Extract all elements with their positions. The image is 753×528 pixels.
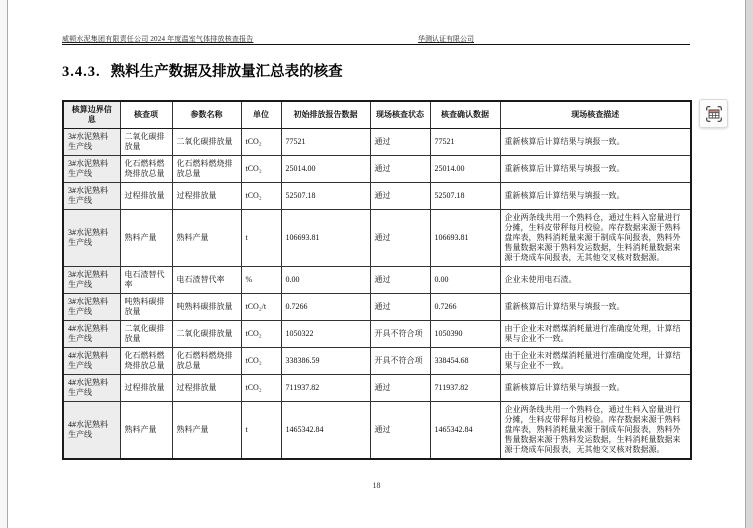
cell-parameter: 吨熟料碳排放量	[172, 294, 241, 321]
cell-check-item: 吨熟料碳排放量	[120, 294, 172, 321]
cell-check-item: 过程排放量	[120, 183, 172, 210]
cell-check-item: 熟料产量	[120, 402, 172, 460]
cell-description: 重新核算后计算结果与填报一致。	[500, 183, 691, 210]
verification-table	[62, 100, 692, 460]
cell-status: 通过	[370, 267, 430, 294]
column-header-unit: 单位	[241, 101, 281, 129]
cell-description: 企业两条线共用一个熟料仓，通过生料入窑量进行分摊，生料皮带秤每月校验。库存数据来源于熟料盘库表，熟料消耗量来源于制成车间报表，熟料外售量数据来源于熟料发运数据，生料消耗量数据来源于烧成车间报表，无其他交叉核对数据源。	[500, 402, 691, 460]
cell-check-item: 过程排放量	[120, 375, 172, 402]
cell-confirmed-value: 1050390	[430, 321, 500, 348]
cell-unit: t	[241, 402, 281, 460]
cell-confirmed-value: 1465342.84	[430, 402, 500, 460]
table-row	[63, 294, 691, 321]
column-header-initial-value: 初始排放报告数据	[281, 101, 370, 129]
cell-confirmed-value: 0.00	[430, 267, 500, 294]
cell-parameter: 熟料产量	[172, 402, 241, 460]
cell-description: 企业两条线共用一个熟料仓，通过生料入窑量进行分摊，生料皮带秤每月校验。库存数据来源于熟料盘库表，熟料消耗量来源于制成车间报表，熟料外售量数据来源于熟料发运数据，生料消耗量数据来源于烧成车间报表，无其他交叉核对数据源。	[500, 210, 691, 267]
cell-initial-value: 1465342.84	[281, 402, 370, 460]
column-header-confirmed-value: 核查确认数据	[430, 101, 500, 129]
cell-status: 通过	[370, 375, 430, 402]
cell-unit: tCO₂	[241, 156, 281, 183]
cell-boundary: 3#水泥熟料生产线	[63, 156, 120, 183]
cell-parameter: 二氧化碳排放量	[172, 129, 241, 156]
cell-description: 重新核算后计算结果与填报一致。	[500, 156, 691, 183]
cell-status: 通过	[370, 183, 430, 210]
cell-description: 由于企业未对燃煤消耗量进行准确度处理，计算结果与企业不一致。	[500, 321, 691, 348]
cell-unit: tCO₂	[241, 375, 281, 402]
cell-description: 企业未使用电石渣。	[500, 267, 691, 294]
cell-parameter: 化石燃料燃烧排放总量	[172, 156, 241, 183]
section-title	[62, 60, 343, 81]
cell-description: 重新核算后计算结果与填报一致。	[500, 375, 691, 402]
cell-initial-value: 77521	[281, 129, 370, 156]
cell-confirmed-value: 77521	[430, 129, 500, 156]
cell-initial-value: 711937.82	[281, 375, 370, 402]
cell-status: 通过	[370, 294, 430, 321]
cell-parameter: 二氧化碳排放量	[172, 321, 241, 348]
table-row	[63, 156, 691, 183]
cell-check-item: 熟料产量	[120, 210, 172, 267]
table-row	[63, 267, 691, 294]
cell-status: 通过	[370, 210, 430, 267]
cell-initial-value: 338386.59	[281, 348, 370, 375]
column-header-parameter: 参数名称	[172, 101, 241, 129]
column-header-description: 现场核查描述	[500, 101, 691, 129]
cell-unit: tCO₂/t	[241, 294, 281, 321]
cell-initial-value: 0.00	[281, 267, 370, 294]
cell-boundary: 4#水泥熟料生产线	[63, 402, 120, 460]
cell-description: 重新核算后计算结果与填报一致。	[500, 129, 691, 156]
cell-confirmed-value: 0.7266	[430, 294, 500, 321]
page-left-edge	[0, 0, 8, 528]
table-row	[63, 183, 691, 210]
cell-status: 开具不符合项	[370, 321, 430, 348]
cell-check-item: 二氧化碳排放量	[120, 129, 172, 156]
cell-unit: tCO₂	[241, 183, 281, 210]
table-row	[63, 129, 691, 156]
cell-boundary: 3#水泥熟料生产线	[63, 183, 120, 210]
cell-status: 开具不符合项	[370, 348, 430, 375]
cell-unit: tCO₂	[241, 321, 281, 348]
cell-initial-value: 106693.81	[281, 210, 370, 267]
table-extract-icon	[703, 103, 725, 125]
cell-parameter: 过程排放量	[172, 183, 241, 210]
cell-status: 通过	[370, 156, 430, 183]
running-header-left: 威顿水泥集团有限责任公司 2024 年度温室气体排放核查报告	[62, 35, 254, 43]
cell-boundary: 4#水泥熟料生产线	[63, 321, 120, 348]
cell-confirmed-value: 52507.18	[430, 183, 500, 210]
table-row	[63, 321, 691, 348]
section-number: 3.4.3.	[62, 64, 101, 80]
cell-parameter: 化石燃料燃烧排放总量	[172, 348, 241, 375]
cell-boundary: 4#水泥熟料生产线	[63, 375, 120, 402]
cell-boundary: 3#水泥熟料生产线	[63, 129, 120, 156]
column-header-status: 现场核查状态	[370, 101, 430, 129]
table-row	[63, 348, 691, 375]
cell-check-item: 电石渣替代率	[120, 267, 172, 294]
cell-parameter: 熟料产量	[172, 210, 241, 267]
cell-confirmed-value: 338454.68	[430, 348, 500, 375]
page-right-edge	[745, 0, 753, 528]
cell-description: 重新核算后计算结果与填报一致。	[500, 294, 691, 321]
section-title-text: 熟料生产数据及排放量汇总表的核查	[110, 64, 343, 80]
cell-parameter: 电石渣替代率	[172, 267, 241, 294]
cell-description: 由于企业未对燃煤消耗量进行准确度处理，计算结果与企业不一致。	[500, 348, 691, 375]
cell-initial-value: 1050322	[281, 321, 370, 348]
table-header-row	[63, 101, 691, 129]
cell-unit: tCO₂	[241, 348, 281, 375]
cell-initial-value: 0.7266	[281, 294, 370, 321]
table-row	[63, 375, 691, 402]
table-body	[63, 129, 691, 460]
cell-boundary: 3#水泥熟料生产线	[63, 210, 120, 267]
cell-initial-value: 25014.00	[281, 156, 370, 183]
column-header-boundary: 核算边界信息	[63, 101, 120, 129]
cell-check-item: 化石燃料燃烧排放总量	[120, 348, 172, 375]
cell-status: 通过	[370, 129, 430, 156]
cell-confirmed-value: 25014.00	[430, 156, 500, 183]
header-rule	[62, 44, 690, 45]
cell-confirmed-value: 106693.81	[430, 210, 500, 267]
cell-status: 通过	[370, 402, 430, 460]
table-row	[63, 402, 691, 460]
cell-unit: t	[241, 210, 281, 267]
cell-boundary: 4#水泥熟料生产线	[63, 348, 120, 375]
column-header-check-item: 核查项	[120, 101, 172, 129]
cell-check-item: 二氧化碳排放量	[120, 321, 172, 348]
page-number: 18	[372, 481, 381, 490]
table-row	[63, 210, 691, 267]
extract-table-button[interactable]	[699, 99, 728, 128]
cell-boundary: 3#水泥熟料生产线	[63, 294, 120, 321]
cell-boundary: 3#水泥熟料生产线	[63, 267, 120, 294]
running-header-right: 华测认证有限公司	[418, 35, 474, 43]
cell-parameter: 过程排放量	[172, 375, 241, 402]
cell-initial-value: 52507.18	[281, 183, 370, 210]
cell-unit: tCO₂	[241, 129, 281, 156]
cell-unit: %	[241, 267, 281, 294]
cell-confirmed-value: 711937.82	[430, 375, 500, 402]
cell-check-item: 化石燃料燃烧排放总量	[120, 156, 172, 183]
